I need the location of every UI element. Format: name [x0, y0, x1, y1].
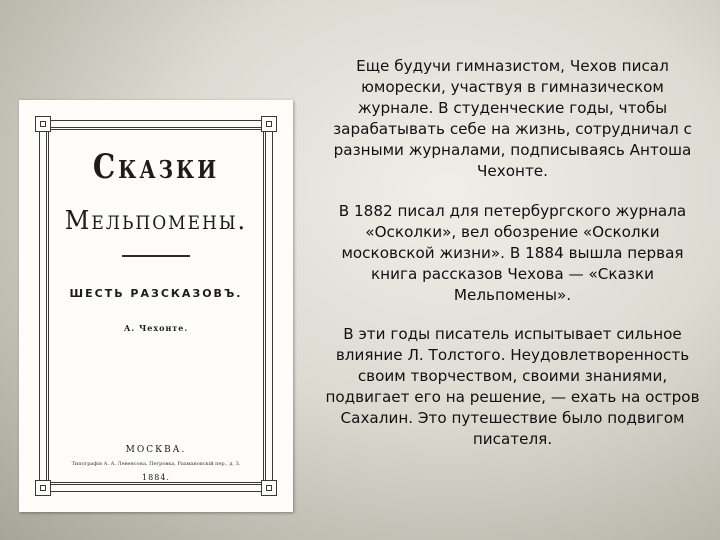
paragraph-early-career: Еще будучи гимназистом, Чехов писал юморески, участвуя в гимназическом журнале. В студенческие годы, чтобы зарабатывать себе на жизнь, сотрудничал с разными журналами, подписываясь Антоша Чехонте. [333, 57, 692, 180]
paragraph-tolstoy-sakhalin: В эти годы писатель испытывает сильное влияние Л. Толстого. Неудовлетворенность своим творчеством, своими знаниями, подвигает его на решение, — ехать на остров Сахалин. Это путешествие было подвигом писателя. [325, 325, 700, 448]
cover-title-line1: Сказки [92, 146, 220, 187]
ornament-corner [35, 480, 51, 496]
paragraph-first-book: В 1882 писал для петербургского журнала «Осколки», вел обозрение «Осколки московской жизни». В 1884 вышла первая книга рассказов Чехова — «Сказки Мельпомены». [338, 202, 687, 304]
text-column [310, 56, 715, 450]
cover-year: 1884. [142, 473, 170, 482]
ornament-corner [261, 480, 277, 496]
ornament-corner [35, 116, 51, 132]
ornament-corner [261, 116, 277, 132]
cover-author: А. Чехонте. [123, 323, 189, 333]
cover-subtitle: ШЕСТЬ РАЗСКАЗОВЪ. [69, 287, 243, 300]
cover-city: МОСКВА. [125, 445, 187, 455]
cover-title-line2: Мельпомены. [64, 204, 248, 236]
cover-divider [122, 255, 190, 257]
cover-imprint: Типографія А. А. Левенсона. Петровка, Рахмановскій пер., д. 3. [71, 461, 241, 467]
book-cover-image [19, 100, 293, 512]
